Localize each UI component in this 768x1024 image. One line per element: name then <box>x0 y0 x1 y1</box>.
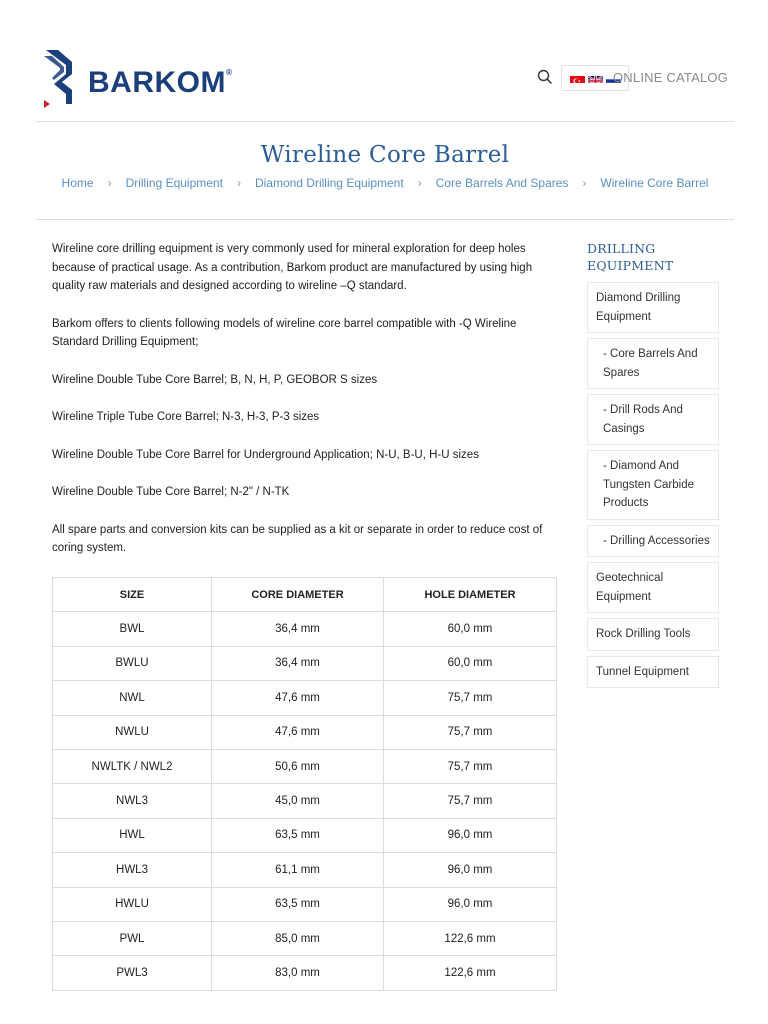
table-cell: NWLTK / NWL2 <box>53 749 212 783</box>
category-sidebar <box>587 240 719 693</box>
sidebar-item-tunnel-equipment[interactable]: Tunnel Equipment <box>587 656 719 689</box>
table-cell: 122,6 mm <box>384 921 557 955</box>
search-icon[interactable] <box>536 68 554 86</box>
sidebar-heading: DRILLING EQUIPMENT <box>587 241 674 273</box>
table-row <box>53 612 557 646</box>
table-row <box>53 681 557 715</box>
sidebar-item-diamond-and-tungsten-carbide-products[interactable]: - Diamond And Tungsten Carbide Products <box>587 450 719 520</box>
table-cell: 122,6 mm <box>384 956 557 990</box>
table-cell: 50,6 mm <box>212 749 384 783</box>
table-cell: 96,0 mm <box>384 818 557 852</box>
chevron-right-icon: › <box>417 176 422 190</box>
sidebar-item-geotechnical-equipment[interactable]: Geotechnical Equipment <box>587 562 719 613</box>
sidebar-item-rock-drilling-tools[interactable]: Rock Drilling Tools <box>587 618 719 651</box>
breadcrumb <box>36 176 734 190</box>
table-cell: HWLU <box>53 887 212 921</box>
chevron-right-icon: › <box>107 176 112 190</box>
table-cell: 36,4 mm <box>212 646 384 680</box>
logo-wordmark: BARKOM® <box>88 66 233 99</box>
table-cell: 96,0 mm <box>384 853 557 887</box>
column-header-size: SIZE <box>53 578 212 612</box>
specifications-table <box>52 577 557 991</box>
table-cell: 85,0 mm <box>212 921 384 955</box>
english-flag-icon[interactable] <box>588 73 603 83</box>
table-cell: 61,1 mm <box>212 853 384 887</box>
barkom-logo-mark-icon <box>42 48 78 110</box>
sidebar-item-diamond-drilling-equipment[interactable]: Diamond Drilling Equipment <box>587 282 719 333</box>
barkom-logo[interactable] <box>42 48 242 110</box>
table-cell: HWL <box>53 818 212 852</box>
breadcrumb-home[interactable]: Home <box>61 176 94 190</box>
table-row <box>53 749 557 783</box>
site-header <box>36 40 734 122</box>
table-cell: 47,6 mm <box>212 681 384 715</box>
column-header-core-diameter: CORE DIAMETER <box>212 578 384 612</box>
table-cell: 75,7 mm <box>384 681 557 715</box>
paragraph: Wireline Double Tube Core Barrel; N-2" / N-TK <box>52 486 290 498</box>
table-cell: PWL <box>53 921 212 955</box>
product-description <box>52 240 557 577</box>
table-cell: HWL3 <box>53 853 212 887</box>
table-cell: 75,7 mm <box>384 749 557 783</box>
table-cell: BWLU <box>53 646 212 680</box>
table-row <box>53 887 557 921</box>
table-cell: 83,0 mm <box>212 956 384 990</box>
breadcrumb-core-barrels-and-spares[interactable]: Core Barrels And Spares <box>435 176 569 190</box>
table-cell: 45,0 mm <box>212 784 384 818</box>
table-cell: 36,4 mm <box>212 612 384 646</box>
breadcrumb-drilling-equipment[interactable]: Drilling Equipment <box>125 176 223 190</box>
paragraph: Wireline Triple Tube Core Barrel; N-3, H-3, P-3 sizes <box>52 411 320 423</box>
chevron-right-icon: › <box>236 176 241 190</box>
paragraph: Wireline core drilling equipment is very commonly used for mineral exploration for deep holes because of practical usage. As a contribution, Barkom product are manufactured by using high quality raw materials and designed according to wireline –Q standard. <box>52 243 533 292</box>
online-catalog-link[interactable]: ONLINE CATALOG <box>612 70 728 85</box>
table-row <box>53 818 557 852</box>
table-cell: NWLU <box>53 715 212 749</box>
chevron-right-icon: › <box>582 176 587 190</box>
column-header-hole-diameter: HOLE DIAMETER <box>384 578 557 612</box>
table-cell: 75,7 mm <box>384 784 557 818</box>
table-row <box>53 956 557 990</box>
table-cell: 63,5 mm <box>212 887 384 921</box>
table-cell: 60,0 mm <box>384 612 557 646</box>
paragraph: Wireline Double Tube Core Barrel; B, N, H, P, GEOBOR S sizes <box>52 373 378 386</box>
table-row <box>53 784 557 818</box>
table-row <box>53 715 557 749</box>
table-cell: 75,7 mm <box>384 715 557 749</box>
breadcrumb-current-page[interactable]: Wireline Core Barrel <box>600 176 709 190</box>
paragraph: All spare parts and conversion kits can be supplied as a kit or separate in order to reduce cost of coring system. <box>52 523 543 554</box>
title-band <box>36 122 734 220</box>
sidebar-item-core-barrels-and-spares[interactable]: - Core Barrels And Spares <box>587 338 719 389</box>
table-cell: 60,0 mm <box>384 646 557 680</box>
table-cell: 96,0 mm <box>384 887 557 921</box>
table-row <box>53 921 557 955</box>
table-header-row <box>53 578 557 612</box>
paragraph: Wireline Double Tube Core Barrel for Underground Application; N-U, B-U, H-U sizes <box>52 448 479 461</box>
table-cell: 47,6 mm <box>212 715 384 749</box>
breadcrumb-diamond-drilling-equipment[interactable]: Diamond Drilling Equipment <box>254 176 404 190</box>
sidebar-item-drilling-accessories[interactable]: - Drilling Accessories <box>587 525 719 558</box>
paragraph: Barkom offers to clients following models of wireline core barrel compatible with -Q Wireline Standard Drilling Equipment; <box>52 317 517 348</box>
turkish-flag-icon[interactable] <box>570 73 585 83</box>
table-cell: NWL3 <box>53 784 212 818</box>
table-cell: PWL3 <box>53 956 212 990</box>
sidebar-item-drill-rods-and-casings[interactable]: - Drill Rods And Casings <box>587 394 719 445</box>
table-cell: NWL <box>53 681 212 715</box>
table-cell: 63,5 mm <box>212 818 384 852</box>
table-row <box>53 646 557 680</box>
table-row <box>53 853 557 887</box>
table-cell: BWL <box>53 612 212 646</box>
page-title: Wireline Core Barrel <box>260 142 510 168</box>
